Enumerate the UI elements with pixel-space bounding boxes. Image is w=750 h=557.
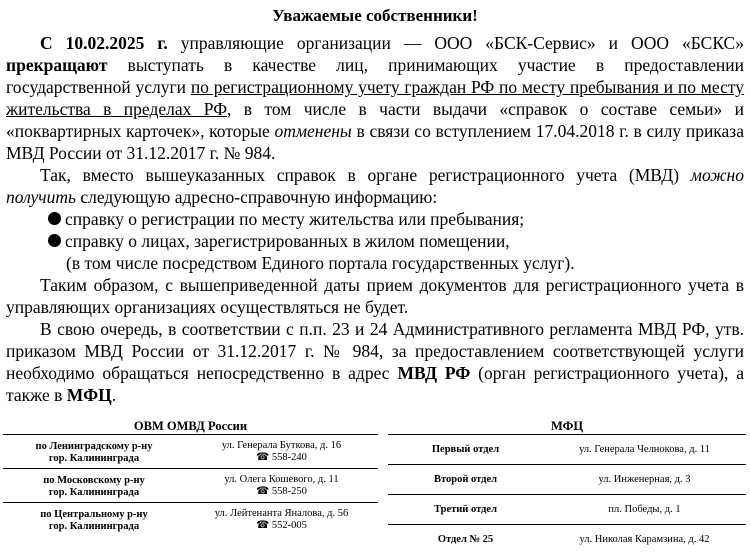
mfc-office-name: Второй отдел [433, 474, 498, 485]
paragraph-4 [6, 318, 744, 406]
table-row [3, 503, 378, 536]
notice-title: Уважаемые собственники! [272, 6, 478, 25]
bullet-text: справку о регистрации по месту жительства или пребывания; [65, 209, 525, 229]
notice-body [6, 32, 744, 406]
paragraph-2 [6, 164, 744, 208]
office-name-line: гор. Калининграда [48, 486, 140, 498]
office-address: ул. Олега Кошевого, д. 11 [224, 473, 339, 485]
mfc-office-address: ул. Инженерная, д. 3 [598, 474, 691, 485]
text: (орган регистрационного учета), а также в [6, 363, 744, 405]
office-name-line: по Ленинградскому р-ну [35, 440, 153, 452]
office-name [3, 435, 185, 468]
ovm-header: ОВМ ОМВД России [3, 418, 378, 435]
ovm-table [3, 418, 378, 536]
paragraph-1 [6, 32, 744, 164]
office-name [3, 469, 185, 502]
phone-icon: ☎ [256, 451, 272, 463]
stop-word: прекращают [6, 55, 108, 75]
mfc-office-address: пл. Победы, д. 1 [608, 504, 681, 515]
office-name [3, 503, 185, 536]
text: в связи со вступлением 17.04.2018 г. в силу приказа МВД России от 31.12.2017 г. № 984. [6, 121, 744, 163]
mfc-office-name: Первый отдел [431, 444, 500, 455]
mfc-office-address: ул. Генерала Челнокова, д. 11 [579, 444, 710, 455]
bullet-item [6, 230, 744, 252]
office-address: ул. Генерала Буткова, д. 16 [221, 439, 342, 451]
office-name-line: гор. Калининграда [48, 452, 140, 464]
cancelled-word: отменены [274, 121, 352, 141]
text: В свою очередь, в соответствии с п.п. 23 и 24 Административного регламента МВД РФ, утв. приказом МВД России от 31.12.2017 г. № 984, за предоставлением соответствующей услуги необходимо обращаться непосредственно в адрес [6, 319, 744, 383]
mfc-header: МФЦ [388, 418, 746, 435]
mfc-office-name: Отдел № 25 [437, 534, 494, 545]
paragraph-3: Таким образом, с вышеприведенной даты прием документов для регистрационного учета в управляющих организациях осуществляться не будет. [6, 275, 744, 317]
table-row [3, 435, 378, 469]
office-contacts [185, 503, 378, 536]
mvd-strong: МВД РФ [397, 363, 471, 383]
office-name-line: по Московскому р-ну [43, 474, 145, 486]
office-phone [185, 520, 378, 532]
office-contacts [185, 435, 378, 468]
office-phone [185, 452, 378, 464]
text: . [111, 385, 117, 405]
mfc-office-address: ул. Николая Карамзина, д. 42 [579, 534, 710, 545]
office-phone [185, 486, 378, 498]
bullet-icon [48, 212, 61, 225]
mfc-strong: МФЦ [66, 385, 112, 405]
phone-icon: ☎ [256, 519, 272, 531]
phone-number: 552-005 [271, 519, 307, 531]
office-name-line: по Центральному р-ну [40, 508, 148, 520]
table-row [388, 465, 746, 495]
phone-number: 558-250 [271, 485, 307, 497]
bullet-icon [48, 234, 61, 247]
phone-number: 558-240 [271, 451, 307, 463]
table-row [3, 469, 378, 503]
text: Так, вместо вышеуказанных справок в органе регистрационного учета (МВД) [40, 165, 691, 185]
text: выступать в качестве лиц, принимающих участие в предоставлении государственной услуги [6, 55, 744, 97]
table-row [388, 495, 746, 525]
office-name-line: гор. Калининграда [48, 520, 140, 532]
mfc-office-name: Третий отдел [434, 504, 497, 515]
office-address: ул. Лейтенанта Яналова, д. 56 [214, 507, 349, 519]
mfc-table [388, 418, 746, 554]
bullet-text: справку о лицах, зарегистрированных в жилом помещении, [65, 231, 510, 251]
can-get: можно получить [6, 165, 744, 207]
contacts-tables [3, 418, 747, 554]
bullet-item [6, 208, 744, 230]
table-row [388, 435, 746, 465]
underlined-service: по регистрационному учету граждан РФ по месту пребывания и по месту жительства в пределах РФ [6, 77, 745, 119]
effective-date: С 10.02.2025 г. [40, 33, 168, 53]
portal-note: (в том числе посредством Единого портала государственных услуг). [66, 253, 575, 273]
text: , в том числе в части выдачи «справок о составе семьи» и «поквартирных карточек», которые [6, 99, 744, 141]
text: управляющие организации — ООО «БСК-Сервис» и ООО «БСКС» [167, 33, 744, 53]
office-contacts [185, 469, 378, 502]
table-row [388, 525, 746, 554]
text: следующую адресно-справочную информацию: [75, 187, 438, 207]
phone-icon: ☎ [256, 485, 272, 497]
